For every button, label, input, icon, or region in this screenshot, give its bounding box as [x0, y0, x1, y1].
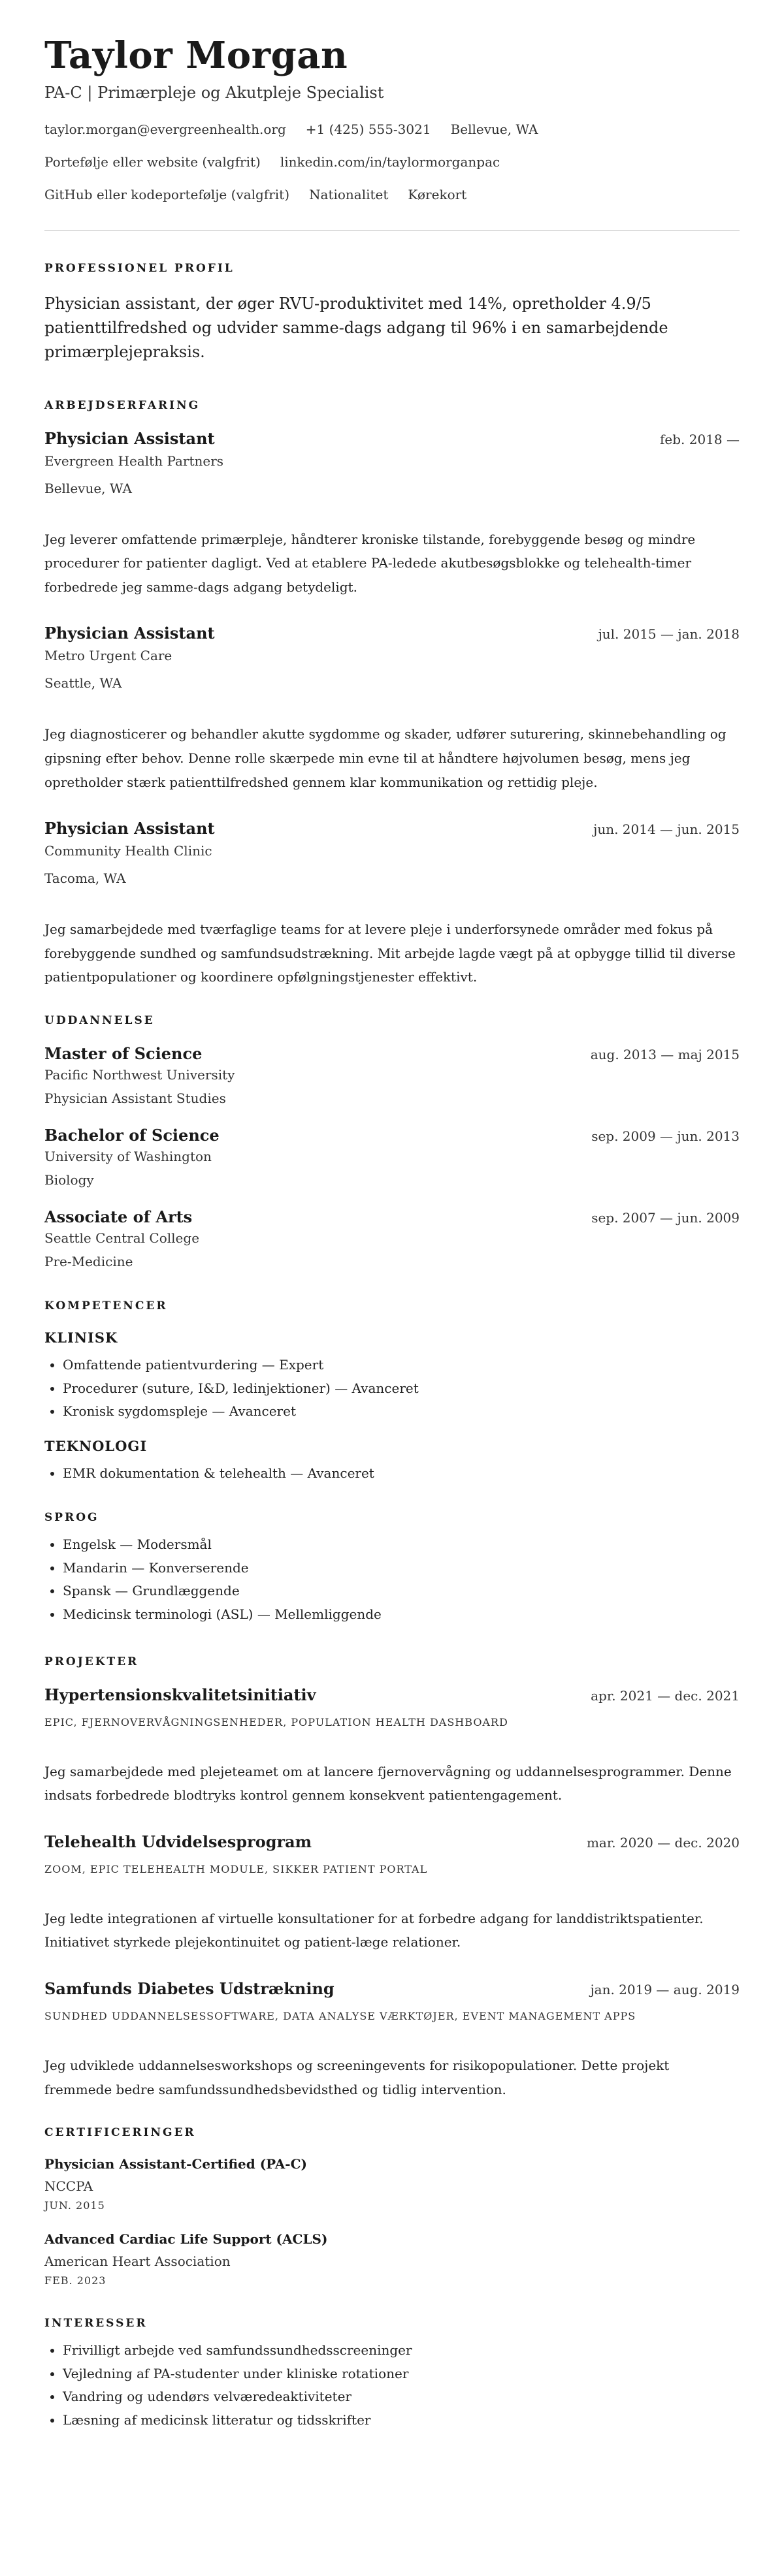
skill-item: • Omfattende patientvurdering — Expert [63, 1354, 740, 1377]
language-item: • Engelsk — Modersmål [63, 1533, 740, 1557]
project-title: Telehealth Udvidelsesprogram [44, 1832, 312, 1851]
employer: Metro Urgent Care [44, 648, 172, 664]
education-entry [44, 1044, 740, 1106]
employer: Evergreen Health Partners [44, 453, 224, 469]
experience-entry [44, 624, 740, 794]
school-name: Pacific Northwest University [44, 1066, 235, 1083]
certification-date: FEB. 2023 [44, 2274, 106, 2287]
project-technologies: SUNDHED UDDANNELSESSOFTWARE, DATA ANALYSE VÆRKTØJER, EVENT MANAGEMENT APPS [44, 2010, 636, 2023]
job-description: Jeg diagnosticerer og behandler akutte sygdomme og skader, udfører suturering, skinnebehandling og gipsning efter behov. Denne rolle skærpede min evne til at håndtere højvolumen besøg, mens jeg opretholder stærk patienttilfredshed gennem klar kommunikation og rettidig pleje. [44, 726, 727, 790]
job-title: Physician Assistant [44, 428, 215, 448]
certification-title: Physician Assistant-Certified (PA-C) [44, 2156, 307, 2172]
experience-entry [44, 819, 740, 989]
education-entry [44, 1207, 740, 1269]
education-dates: sep. 2007 — jun. 2009 [591, 1209, 740, 1226]
certification-date: JUN. 2015 [44, 2199, 105, 2212]
profile-summary: Physician assistant, der øger RVU-produktivitet med 14%, opretholder 4.9/5 patienttilfredshed og udvider samme-dags adgang til 96% i en samarbejdende primærplejepraksis. [44, 294, 668, 362]
job-dates: jul. 2015 — jan. 2018 [598, 626, 740, 643]
job-description: Jeg samarbejdede med tværfaglige teams for at levere pleje i underforsynede områder med fokus på forebyggende sundhed og samfundsudstrækning. Mit arbejde lagde vægt på at opbygge tillid til diverse patientpopulationer og koordinere opfølgningstjenester effektivt. [44, 921, 736, 985]
education-dates: sep. 2009 — jun. 2013 [591, 1128, 740, 1144]
project-title: Hypertensionskvalitetsinitiativ [44, 1685, 316, 1704]
job-description: Jeg leverer omfattende primærpleje, håndterer kroniske tilstande, forebyggende besøg og mindre procedurer for patienter dagligt. Ved at etablere PA-ledede akutbesøgsblokke og telehealth-timer forbedrede jeg samme-dags adgang betydeligt. [44, 531, 696, 595]
language-item: • Mandarin — Konverserende [63, 1557, 740, 1580]
language-item: • Spansk — Grundlæggende [63, 1580, 740, 1603]
field-of-study: Physician Assistant Studies [44, 1090, 226, 1106]
skill-group-clinical: KLINISK [44, 1329, 118, 1346]
employer: Community Health Clinic [44, 843, 212, 859]
contact-row-primary [44, 121, 740, 137]
project-description: Jeg samarbejdede med plejeteamet om at lancere fjernovervågning og uddannelsesprogrammer. Denne indsats forbedrede blodtryks kontrol gennem konsekvent patientengagement. [44, 1763, 732, 1804]
education-entry [44, 1126, 740, 1188]
interest-item: • Vandring og udendørs velværedeaktiviteter [63, 2385, 740, 2409]
nationality: Nationalitet [309, 187, 389, 202]
project-description: Jeg ledte integrationen af virtuelle konsultationer for at forbedre adgang for landdistriktspatienter. Initiativet styrkede plejekontinuitet og patient-læge relationer. [44, 1910, 704, 1950]
contact-row-links [44, 154, 740, 170]
certification-entry [44, 2231, 740, 2287]
project-entry [44, 1979, 740, 2101]
email-link[interactable]: taylor.morgan@evergreenhealth.org [44, 121, 286, 137]
degree-title: Bachelor of Science [44, 1125, 220, 1145]
section-heading-languages: SPROG [44, 1511, 99, 1525]
language-item: • Medicinsk terminologi (ASL) — Mellemliggende [63, 1603, 740, 1627]
project-technologies: ZOOM, EPIC TELEHEALTH MODULE, SIKKER PATIENT PORTAL [44, 1862, 428, 1875]
project-title: Samfunds Diabetes Udstrækning [44, 1979, 335, 1999]
education-dates: aug. 2013 — maj 2015 [590, 1046, 740, 1062]
section-heading-projects: PROJEKTER [44, 1655, 139, 1668]
section-heading-interests: INTERESSER [44, 2317, 148, 2330]
school-name: University of Washington [44, 1148, 212, 1164]
section-heading-certifications: CERTIFICERINGER [44, 2126, 196, 2140]
project-dates: jan. 2019 — aug. 2019 [590, 1982, 740, 1998]
degree-title: Master of Science [44, 1043, 203, 1063]
certification-issuer: NCCPA [44, 2178, 93, 2195]
experience-entry [44, 429, 740, 599]
section-heading-profile: PROFESSIONEL PROFIL [44, 262, 235, 275]
portfolio-link[interactable]: Portefølje eller website (valgfrit) [44, 154, 261, 170]
location: Bellevue, WA [450, 121, 538, 137]
contact-row-extra [44, 187, 740, 202]
field-of-study: Biology [44, 1171, 94, 1188]
degree-title: Associate of Arts [44, 1207, 193, 1226]
skill-item: • Procedurer (suture, I&D, ledinjektioner) — Avanceret [63, 1377, 740, 1401]
drivers-license: Kørekort [408, 187, 467, 202]
skill-group-technology: TEKNOLOGI [44, 1437, 148, 1454]
certification-title: Advanced Cardiac Life Support (ACLS) [44, 2231, 328, 2248]
skill-item: • EMR dokumentation & telehealth — Avanceret [63, 1462, 740, 1486]
field-of-study: Pre-Medicine [44, 1253, 133, 1269]
phone-number[interactable]: +1 (425) 555-3021 [305, 121, 431, 137]
project-entry [44, 1832, 740, 1954]
technology-skills-list [44, 1462, 740, 1486]
job-dates: jun. 2014 — jun. 2015 [593, 821, 740, 838]
project-entry [44, 1685, 740, 1807]
project-dates: mar. 2020 — dec. 2020 [586, 1834, 740, 1851]
interest-item: • Frivilligt arbejde ved samfundssundhedsscreeninger [63, 2339, 740, 2362]
job-location: Bellevue, WA [44, 480, 132, 496]
section-heading-experience: ARBEJDSERFARING [44, 398, 201, 412]
job-title: Physician Assistant [44, 819, 215, 838]
school-name: Seattle Central College [44, 1230, 200, 1246]
interests-list [44, 2339, 740, 2432]
linkedin-link[interactable]: linkedin.com/in/taylormorganpac [280, 154, 500, 170]
job-location: Tacoma, WA [44, 870, 126, 887]
certification-entry [44, 2156, 740, 2212]
interest-item: • Læsning af medicinsk litteratur og tidsskrifter [63, 2409, 740, 2432]
project-technologies: EPIC, FJERNOVERVÅGNINGSENHEDER, POPULATION HEALTH DASHBOARD [44, 1715, 508, 1728]
skill-item: • Kronisk sygdomspleje — Avanceret [63, 1400, 740, 1423]
interest-item: • Vejledning af PA-studenter under kliniske rotationer [63, 2362, 740, 2386]
job-location: Seattle, WA [44, 675, 122, 692]
project-dates: apr. 2021 — dec. 2021 [591, 1687, 740, 1704]
languages-list [44, 1533, 740, 1626]
github-link[interactable]: GitHub eller kodeportefølje (valgfrit) [44, 187, 290, 202]
section-heading-education: UDDANNELSE [44, 1013, 155, 1027]
candidate-name: Taylor Morgan [44, 34, 348, 77]
job-title: Physician Assistant [44, 624, 215, 643]
section-heading-skills: KOMPETENCER [44, 1299, 168, 1312]
job-dates: feb. 2018 — [659, 431, 740, 447]
clinical-skills-list [44, 1354, 740, 1423]
project-description: Jeg udviklede uddannelsesworkshops og screeningevents for risikopopulationer. Dette projekt fremmede bedre samfundssundhedsbevidsthed og tidlig intervention. [44, 2058, 670, 2097]
certification-issuer: American Heart Association [44, 2253, 231, 2270]
header-divider [44, 230, 740, 231]
candidate-title: PA-C | Primærpleje og Akutpleje Specialist [44, 84, 384, 102]
